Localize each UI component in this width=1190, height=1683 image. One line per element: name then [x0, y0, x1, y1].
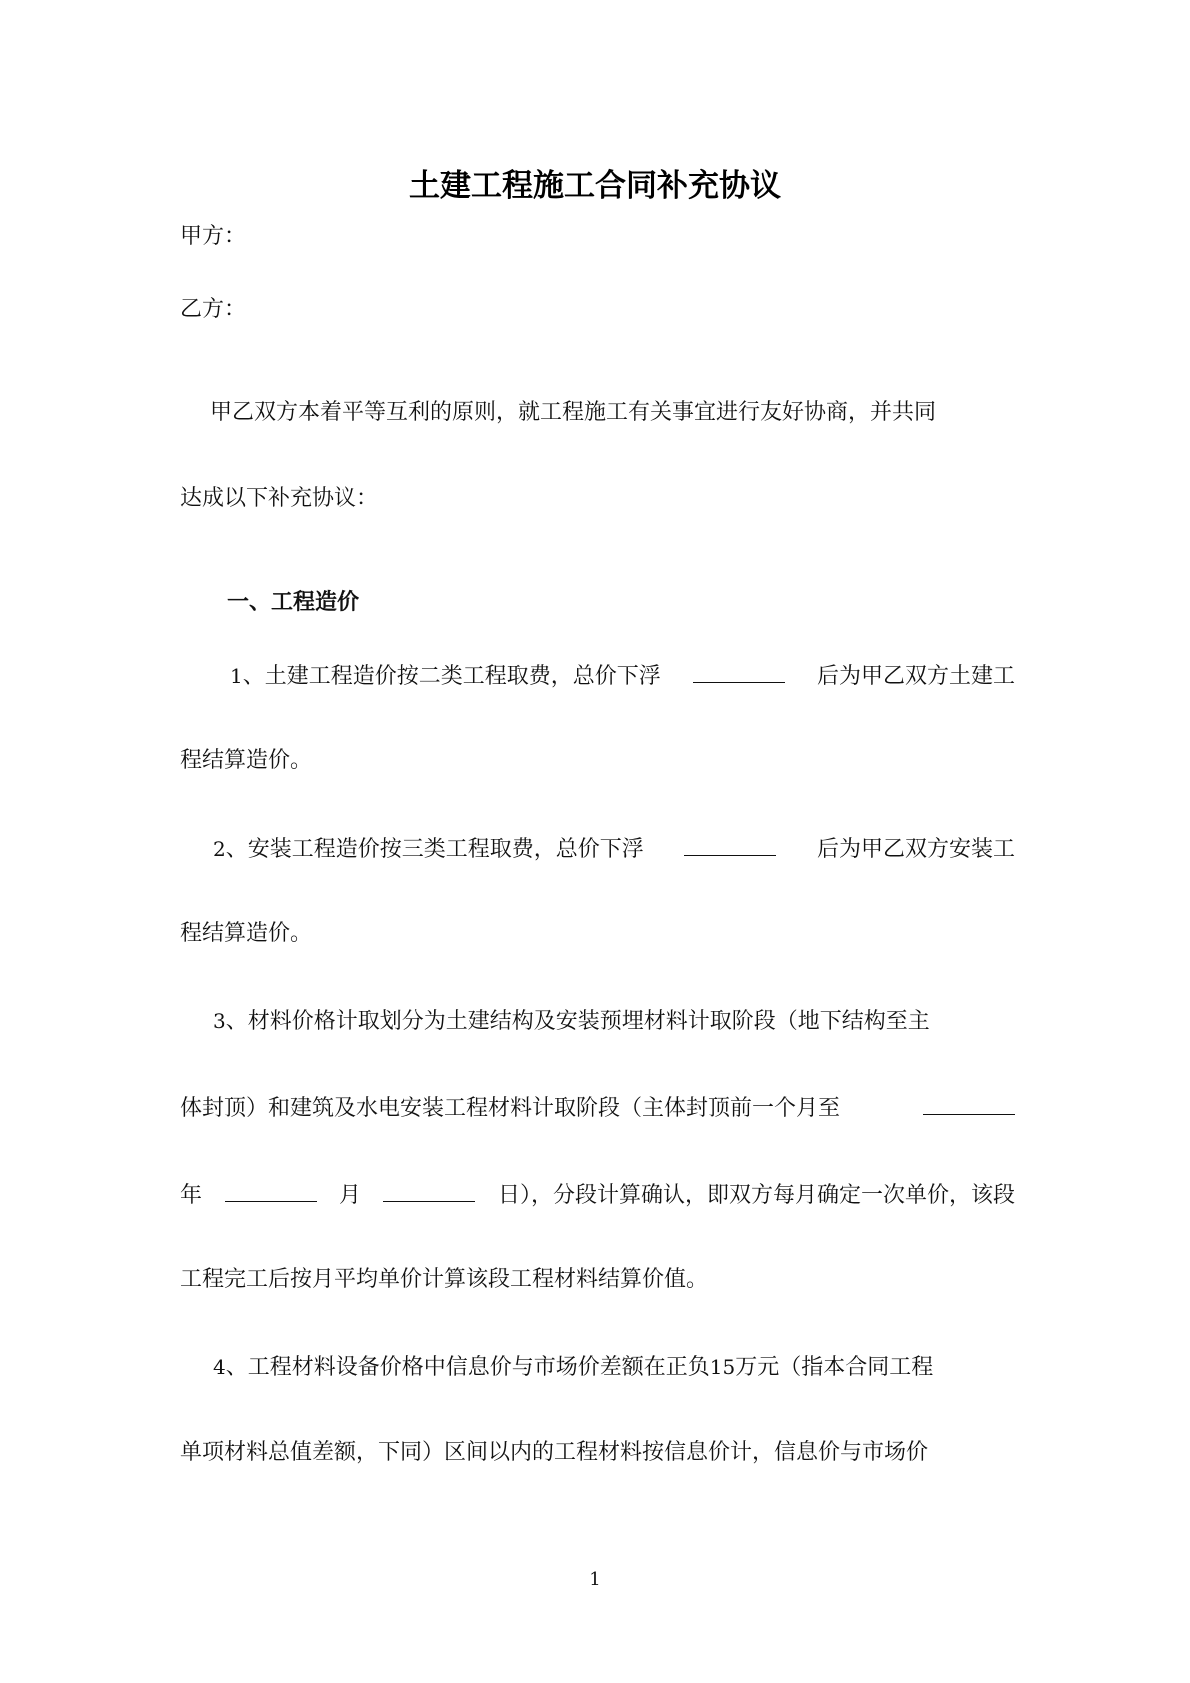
item-4-text-a: 、工程材料设备价格中信息价与市场价差额在正负 [225, 1355, 710, 1380]
party-a-label: 甲方： [180, 224, 247, 249]
item-2-number: 2 [213, 837, 226, 861]
item-1-line-2: 程结算造价。 [180, 748, 313, 773]
item-2-text-a: 、安装工程造价按三类工程取费，总价下浮 [225, 837, 644, 862]
item-4-amount: 15 [709, 1355, 736, 1379]
document-title: 土建工程施工合同补充协议 [409, 168, 781, 204]
item-3-line-4: 工程完工后按月平均单价计算该段工程材料结算价值。 [180, 1267, 709, 1292]
item-3-text-1: 、材料价格计取划分为土建结构及安装预埋材料计取阶段（地下结构至主 [225, 1009, 930, 1034]
blank-line [684, 833, 776, 856]
party-b-label: 乙方： [180, 297, 247, 322]
item-3-text-2: 体封顶）和建筑及水电安装工程材料计取阶段（主体封顶前一个月至 [180, 1096, 841, 1121]
item-4-line-2: 单项材料总值差额，下同）区间以内的工程材料按信息价计，信息价与市场价 [180, 1440, 929, 1465]
item-2-line-2: 程结算造价。 [180, 921, 313, 946]
item-3-year-label: 年 [180, 1183, 203, 1208]
intro-line-2: 达成以下补充协议： [180, 486, 379, 511]
blank-line [923, 1092, 1015, 1115]
item-1-text-a: 、土建工程造价按二类工程取费，总价下浮 [242, 664, 661, 689]
item-4-line-1 [213, 1352, 1015, 1383]
item-4-text-b: 万元（指本合同工程 [735, 1355, 934, 1380]
item-1-line-1 [230, 660, 1015, 692]
blank-line [383, 1179, 475, 1202]
item-4-number: 4 [213, 1355, 226, 1379]
intro-line-1: 甲乙双方本着平等互利的原则，就工程施工有关事宜进行友好协商，并共同 [210, 400, 937, 425]
item-3-line-1 [213, 1006, 1015, 1037]
item-3-line-3 [180, 1179, 1015, 1211]
item-3-month-label: 月 [338, 1183, 361, 1208]
blank-line [225, 1179, 317, 1202]
page-number: 1 [589, 1569, 601, 1590]
item-3-line-2 [180, 1092, 1015, 1124]
item-2-line-1 [213, 833, 1015, 865]
item-3-text-3: 日），分段计算确认，即双方每月确定一次单价，该段 [497, 1183, 1015, 1208]
item-3-number: 3 [213, 1009, 226, 1033]
section-heading-cost: 一、工程造价 [227, 590, 360, 615]
item-1-number: 1 [230, 664, 243, 688]
blank-line [693, 660, 785, 683]
item-1-text-b: 后为甲乙双方土建工 [816, 664, 1015, 689]
item-2-text-b: 后为甲乙双方安装工 [816, 837, 1015, 862]
